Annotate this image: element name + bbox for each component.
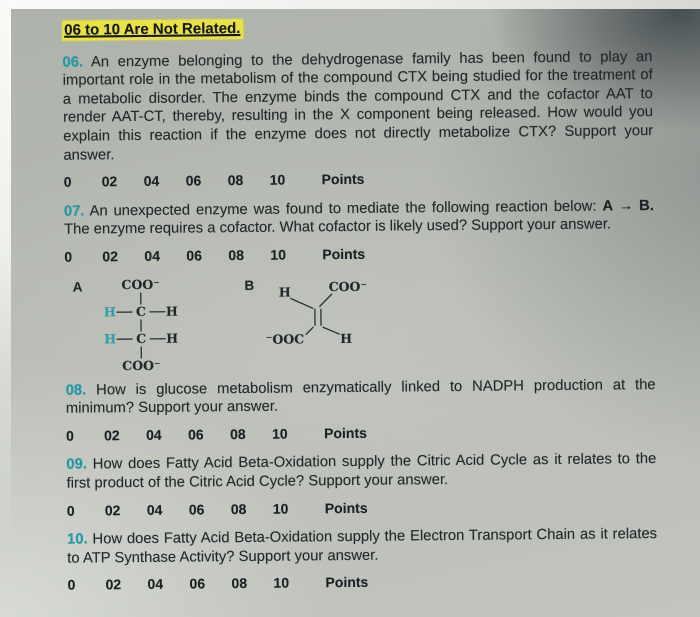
points-option-08: 08 [230, 500, 247, 517]
points-option-0: 0 [63, 173, 72, 190]
points-option-08: 08 [227, 172, 244, 189]
section-title-text: 06 to 10 Are Not Related. [62, 19, 243, 41]
points-option-02: 02 [104, 426, 120, 444]
points-option-0: 0 [67, 576, 76, 593]
points-option-0: 0 [66, 502, 75, 519]
question-06-number: 06. [62, 54, 84, 71]
points-scale-q08 [66, 421, 656, 445]
structure-a-top-coo: COO⁻ [121, 276, 160, 292]
question-07-number: 07. [63, 203, 85, 220]
structure-b-bottom-right-h: H [339, 330, 352, 346]
fumarate-structure-diagram [262, 274, 383, 349]
points-option-06: 06 [188, 500, 205, 518]
points-option-06: 06 [189, 575, 206, 592]
points-option-02: 02 [104, 501, 121, 518]
structure-b-bottom-left-ooc: ⁻OOC [265, 330, 304, 347]
structure-b-top-left-h: H [278, 284, 291, 300]
question-07 [64, 197, 654, 240]
question-07-text-after: The enzyme requires a cofactor. What cofactor is likely used? Support your answer. [64, 216, 612, 239]
exam-page [12, 4, 700, 606]
points-option-04: 04 [147, 576, 164, 593]
points-option-04: 04 [143, 172, 160, 190]
structure-b [244, 274, 382, 349]
structure-a-label: A [72, 279, 83, 295]
points-option-0: 0 [64, 248, 73, 265]
structure-a-bottom-coo: COO⁻ [121, 357, 161, 373]
points-option-08: 08 [230, 425, 246, 442]
structure-a-row1-left-h: H [103, 303, 116, 319]
points-option-06: 06 [186, 247, 203, 264]
points-scale-q09 [67, 496, 657, 520]
points-option-10: 10 [271, 425, 288, 442]
question-07-text-before: An unexpected enzyme was found to mediate the following reaction below: [89, 198, 597, 220]
structure-a-row2-carbon: C [135, 330, 146, 346]
points-option-10: 10 [269, 171, 286, 188]
bond-line-icon [323, 327, 339, 334]
question-10 [67, 525, 657, 568]
question-09 [66, 450, 656, 493]
points-label: Points [324, 499, 368, 516]
structure-a-row2-left-h: H [103, 330, 116, 346]
structure-a [73, 276, 192, 373]
question-09-number: 09. [66, 456, 88, 474]
points-label: Points [322, 245, 366, 263]
structure-a-row2-right-h: H [165, 330, 178, 346]
points-option-06: 06 [185, 172, 202, 189]
question-08-number: 08. [65, 382, 87, 399]
points-option-10: 10 [273, 574, 290, 591]
points-option-02: 02 [105, 576, 122, 593]
points-scale-q10 [67, 570, 657, 594]
question-10-text: How does Fatty Acid Beta-Oxidation supply the Electron Transport Chain as it relates to ATP Synthase Activity? Support your answer. [67, 526, 658, 567]
points-option-0: 0 [66, 427, 74, 444]
points-label: Points [323, 424, 367, 441]
question-08-text: How is glucose metabolism enzymatically linked to NADPH production at the minimum? Support your answer. [65, 376, 656, 417]
points-option-08: 08 [231, 575, 248, 592]
points-scale-q07 [64, 242, 654, 266]
points-option-04: 04 [146, 501, 163, 518]
section-title [62, 16, 652, 40]
reaction-structures [65, 272, 656, 374]
question-08 [66, 376, 656, 419]
points-option-10: 10 [270, 246, 287, 263]
points-label: Points [325, 574, 369, 591]
question-10-number: 10. [67, 531, 88, 548]
bond-line-icon [290, 298, 312, 308]
points-option-06: 06 [188, 426, 204, 443]
question-07-reaction: A → B. [602, 197, 655, 215]
points-scale-q06 [64, 167, 654, 191]
bond-line-icon [306, 327, 313, 334]
structure-a-row1-carbon: C [135, 303, 146, 319]
photo-edge-left [0, 0, 11, 617]
question-09-text: How does Fatty Acid Beta-Oxidation supply the Citric Acid Cycle as it relates to the first product of the Citric Acid Cycle? Support your answer. [66, 451, 657, 492]
structure-b-label: B [244, 277, 255, 293]
question-06 [62, 48, 653, 165]
points-option-02: 02 [101, 173, 118, 190]
question-06-text: An enzyme belonging to the dehydrogenase family has been found to play an important role in the metabolism of the compound CTX being studied for the treatment of a metabolic disorder. The enzyme binds the compound CTX and the cofactor AAT to render AAT-CT, thereby, resulting in the X component being released. How would you explain this reaction if the enzyme does not directly metabolize CTX? Support your answer. [62, 48, 654, 164]
points-option-08: 08 [228, 246, 245, 264]
points-label: Points [321, 170, 365, 188]
points-option-04: 04 [146, 426, 162, 443]
succinate-structure-diagram [98, 276, 191, 373]
structure-a-row1-right-h: H [165, 303, 178, 319]
bond-line-icon [319, 294, 331, 306]
points-option-04: 04 [144, 247, 161, 264]
points-option-02: 02 [102, 248, 119, 265]
structure-b-top-right-coo: COO⁻ [328, 278, 367, 294]
points-option-10: 10 [272, 500, 289, 517]
